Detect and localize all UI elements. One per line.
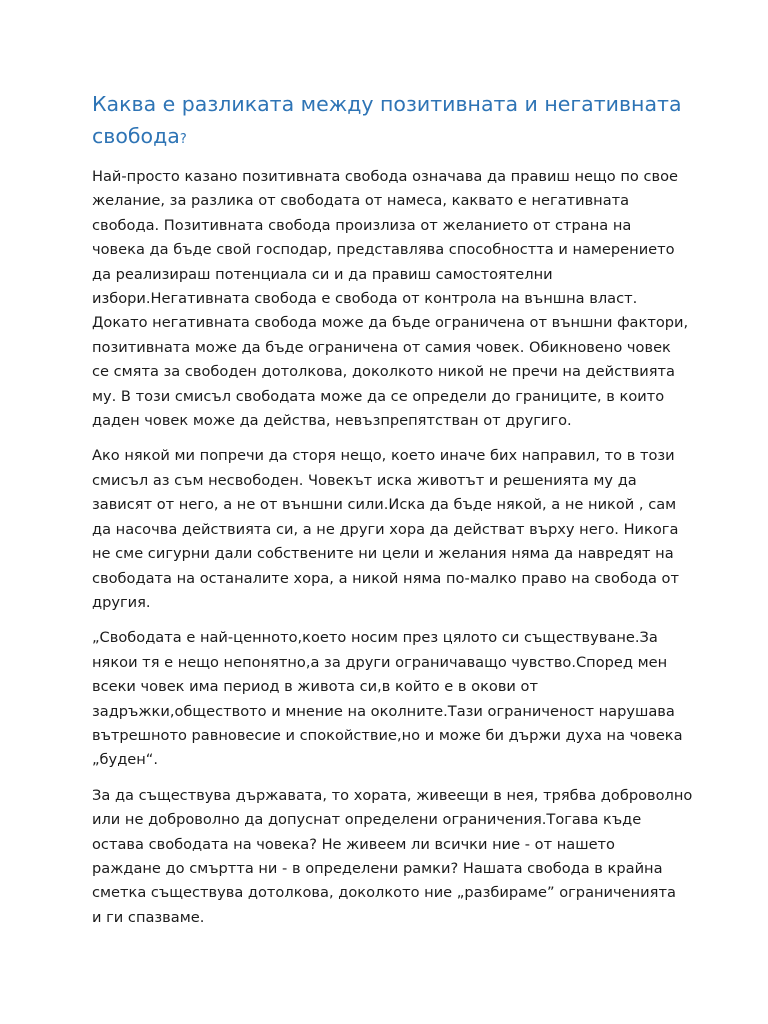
title-question-mark: ?	[179, 132, 187, 147]
paragraph: „Свободата е най-ценното,което носим през цялото си съществуване.За някои тя е нещо непонятно,а за други ограничаващо чувство.Според мен всеки човек има период в живота си,в който е в окови от задръжки,обществото и мнение на околните.Тази ограниченост нарушава вътрешното равновесие и спокойствие,но и може би държи духа на човека „буден“.	[92, 629, 683, 769]
title-text: Каква е разликата между позитивната и негативната свобода	[92, 92, 682, 148]
document-body	[92, 165, 696, 941]
paragraph: Най-просто казано позитивната свобода означава да правиш нещо по свое желание, за разлика от свободата от намеса, каквато е негативната свобода. Позитивната свобода произлиза от желанието от страна на човека да бъде свой господар, представлява способността и намерението да реализираш потенциала си и да правиш самостоятелни избори.Негативната свобода е свобода от контрола на външна власт. Докато негативната свобода може да бъде ограничена от външни фактори, позитивната може да бъде ограничена от самия човек. Обикновено човек се смята за свободен дотолкова, доколкото никой не пречи на действията му. В този смисъл свободата може да се определи до границите, в които даден човек може да действа, невъзпрепятстван от другиго.	[92, 168, 689, 430]
paragraph: Ако някой ми попречи да сторя нещо, което иначе бих направил, то в този смисъл аз съм несвободен. Човекът иска животът и решенията му да зависят от него, а не от външни сили.Иска да бъде някой, а не никой , сам да насочва действията си, а не други хора да действат върху него. Никога не сме сигурни дали собствените ни цели и желания няма да навредят на свободата на останалите хора, а никой няма по-малко право на свобода от другия.	[92, 447, 679, 611]
paragraph: За да съществува държавата, то хората, живеещи в нея, трябва доброволно или не доброволно да допуснат определени ограничения.Тогава къде остава свободата на човека? Не живеем ли всички ние - от нашето раждане до смъртта ни - в определени рамки? Нашата свобода в крайна сметка съществува дотолкова, доколкото ние „разбираме” ограниченията и ги спазваме.	[92, 786, 693, 926]
document-title	[92, 88, 692, 156]
